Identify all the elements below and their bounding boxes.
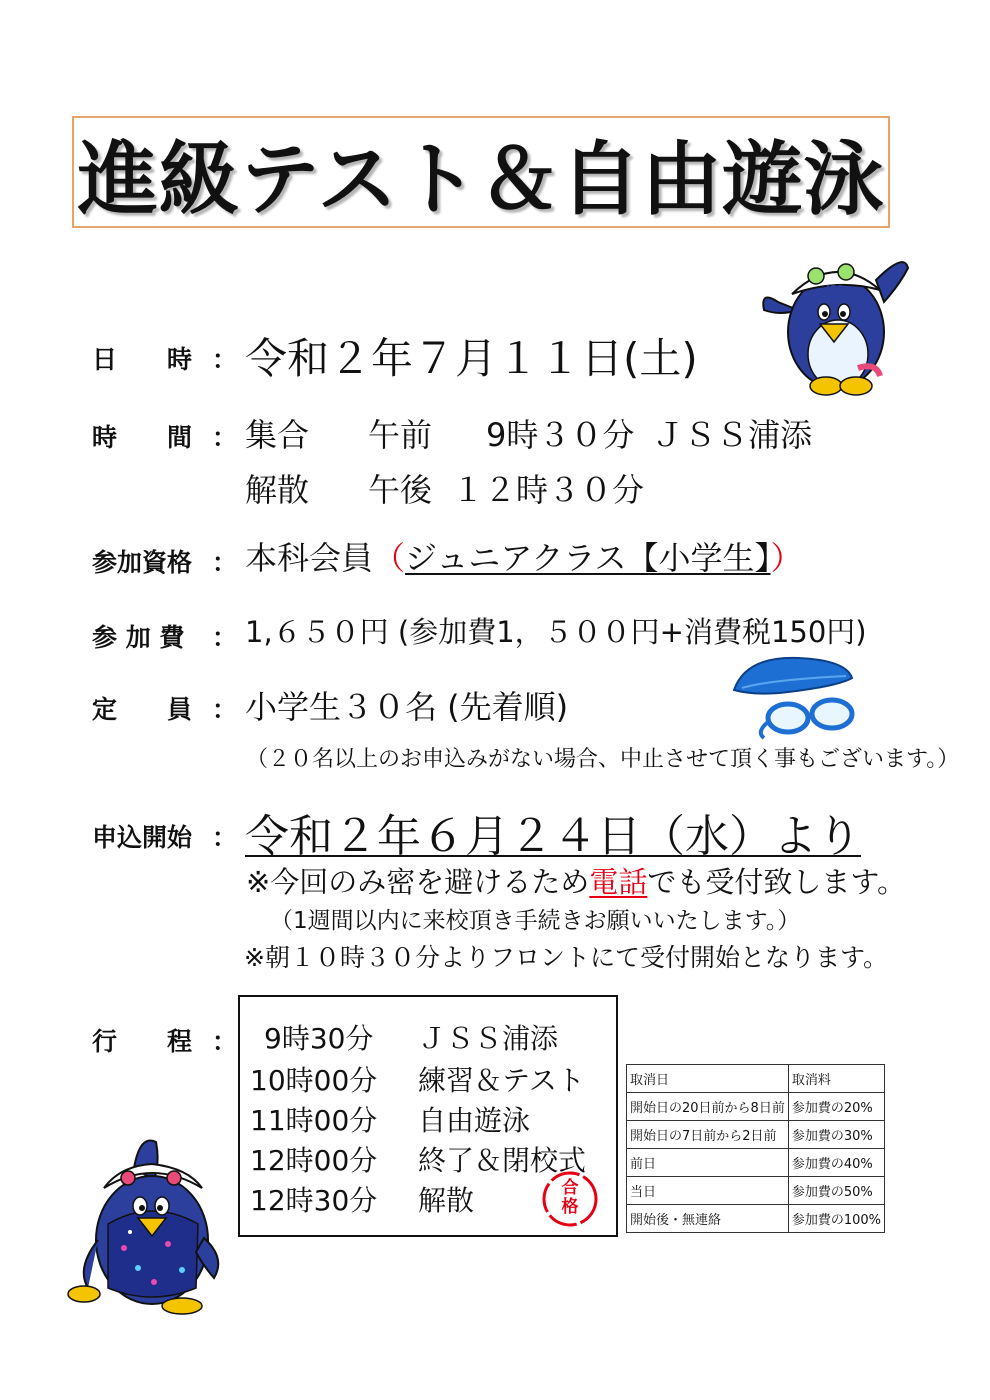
label-fee: 参 加 費 [92, 623, 185, 652]
table-cell: 開始日の7日前から2日前 [627, 1121, 789, 1149]
colon-itinerary: ： [212, 1027, 238, 1056]
apply-value: 令和２年６月２４日（水）より [245, 811, 861, 862]
cancellation-fee-table [626, 1064, 885, 1233]
schedule-event: 解散 [418, 1184, 475, 1217]
pass-stamp-text: 合格 [561, 1178, 579, 1217]
table-cell: 参加費の100% [788, 1205, 884, 1233]
time-row-1-time: 9時３０分 [486, 416, 635, 454]
page-title: 進級テスト＆自由遊泳 [77, 132, 885, 226]
schedule-event: 練習＆テスト [418, 1064, 585, 1097]
date-value: 令和２年７月１１日(土) [245, 334, 698, 383]
table-row [627, 1149, 885, 1177]
time-row-1-place: ＪＳＳ浦添 [652, 416, 813, 454]
schedule-time: 12時00分 [250, 1144, 378, 1177]
table-cell: 開始後・無連絡 [627, 1205, 789, 1233]
colon-capacity: ： [212, 695, 238, 724]
label-qualification: 参加資格 [92, 548, 193, 577]
table-cell: 参加費の50% [788, 1177, 884, 1205]
capacity-value: 小学生３０名 (先着順) [245, 688, 569, 726]
table-cell: 当日 [627, 1177, 789, 1205]
penguin-mascot-top-icon [758, 250, 918, 400]
apply-note-3: ※朝１０時３０分よりフロントにて受付開始となります。 [244, 943, 888, 972]
label-time: 時 間 [92, 423, 193, 452]
apply-note-1 [246, 860, 906, 901]
capacity-note: （２０名以上のお申込みがない場合、中止させて頂く事もございます。） [246, 747, 960, 772]
time-row-1-period: 午前 [368, 416, 433, 454]
schedule-row [250, 1017, 558, 1057]
colon-qualification: ： [212, 548, 238, 577]
schedule-time: 12時30分 [250, 1184, 378, 1217]
apply-note-2: （1週間以内に来校頂き手続きお願いいたします。） [270, 908, 801, 934]
table-row [627, 1093, 885, 1121]
colon-fee: ： [212, 623, 238, 652]
qualification-close-paren: ） [770, 539, 803, 577]
schedule-event: ＪＳＳ浦添 [418, 1022, 559, 1055]
qualification-value [245, 533, 803, 579]
title-box [72, 116, 890, 228]
label-date: 日 時 [92, 345, 193, 374]
colon-time: ： [212, 423, 238, 452]
table-header-row [627, 1065, 885, 1093]
apply-note-1-post: でも受付致します。 [647, 865, 907, 899]
label-capacity: 定 員 [92, 695, 193, 724]
schedule-row [250, 1099, 530, 1139]
schedule-box [238, 995, 618, 1237]
table-cell: 参加費の30% [788, 1121, 884, 1149]
schedule-row [250, 1059, 585, 1099]
schedule-time: 10時00分 [250, 1064, 378, 1097]
table-cell: 前日 [627, 1149, 789, 1177]
schedule-time: 11時00分 [250, 1104, 378, 1137]
table-cell: 参加費の40% [788, 1149, 884, 1177]
table-header-cell: 取消日 [627, 1065, 789, 1093]
colon-apply: ： [212, 823, 238, 852]
time-row-1-label: 集合 [245, 416, 310, 454]
apply-note-1-red: 電話 [589, 865, 648, 899]
penguin-mascot-bottom-icon [64, 1128, 234, 1318]
time-row-2-period: 午後 [368, 471, 433, 509]
fee-value: 1,６５０円 (参加費1，５００円+消費税150円) [245, 615, 867, 649]
table-cell: 参加費の20% [788, 1093, 884, 1121]
table-header-cell: 取消料 [788, 1065, 884, 1093]
label-apply: 申込開始 [92, 823, 193, 852]
time-row-2-label: 解散 [245, 471, 310, 509]
swim-cap-goggles-icon [728, 652, 868, 742]
schedule-time: 9時30分 [264, 1022, 374, 1055]
schedule-event: 自由遊泳 [418, 1104, 531, 1137]
time-row-2-time: １２時３０分 [452, 471, 645, 509]
table-cell: 開始日の20日前から8日前 [627, 1093, 789, 1121]
mascot-cap-text: JSS [826, 284, 844, 295]
label-itinerary: 行 程 [92, 1027, 193, 1056]
schedule-row [250, 1139, 586, 1179]
schedule-event: 終了＆閉校式 [418, 1144, 587, 1177]
schedule-row [250, 1179, 474, 1219]
colon-date: ： [212, 345, 238, 374]
qualification-prefix: 本科会員 [245, 539, 374, 577]
table-row [627, 1177, 885, 1205]
table-row [627, 1205, 885, 1233]
table-row [627, 1121, 885, 1149]
qualification-underlined: ジュニアクラス【小学生】 [405, 539, 771, 577]
qualification-open-paren: （ [373, 539, 406, 577]
apply-note-1-pre: ※今回のみ密を避けるため [246, 865, 590, 899]
